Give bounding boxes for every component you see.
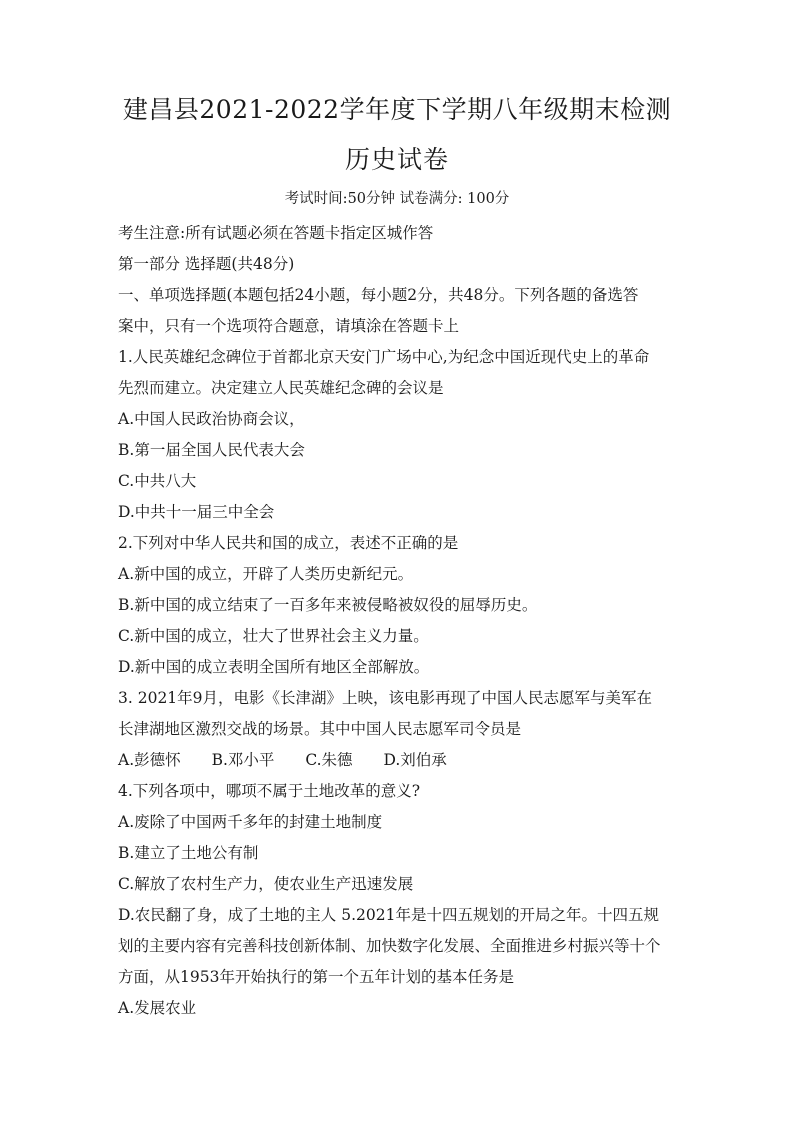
q4-stem: 4.下列各项中，哪项不属于土地改革的意义?	[118, 782, 421, 800]
q3-option-a: A.彭德怀	[118, 751, 181, 769]
q4-option-d: D.农民翻了身，成了土地的主人 5.2021年是十四五规划的开局之年。十四五规	[118, 906, 659, 924]
q2-option-c: C.新中国的成立，壮大了世界社会主义力量。	[118, 627, 429, 645]
exam-meta: 考试时间:50分钟 试卷满分: 100分	[284, 191, 510, 207]
q4-option-a: A.废除了中国两千多年的封建土地制度	[118, 813, 383, 831]
exam-title: 建昌县2021-2022学年度下学期八年级期末检测	[122, 95, 672, 124]
q2-stem: 2.下列对中华人民共和国的成立，表述不正确的是	[118, 534, 459, 552]
q5-stem-line-2: 方面，从1953年开始执行的第一个五年计划的基本任务是	[118, 968, 514, 986]
q4-option-b: B.建立了土地公有制	[118, 844, 259, 862]
q5-stem-line-1: 划的主要内容有完善科技创新体制、加快数字化发展、全面推进乡村振兴等十个	[118, 937, 661, 955]
q3-options	[118, 745, 678, 776]
q1-option-b: B.第一届全国人民代表大会	[118, 441, 305, 459]
q4-option-c: C.解放了农村生产力，使农业生产迅速发展	[118, 875, 414, 893]
q1-stem-line-1: 1.人民英雄纪念碑位于首都北京天安门广场中心,为纪念中国近现代史上的革命	[118, 348, 650, 366]
q1-option-d: D.中共十一届三中全会	[118, 503, 275, 521]
q2-option-d: D.新中国的成立表明全国所有地区全部解放。	[118, 658, 430, 676]
q1-stem-line-2: 先烈而建立。决定建立人民英雄纪念碑的会议是	[118, 379, 444, 397]
q3-option-c: C.朱德	[305, 751, 353, 769]
q3-option-b: B.邓小平	[211, 751, 275, 769]
q1-option-a: A.中国人民政治协商会议，	[118, 410, 305, 428]
q1-option-c: C.中共八大	[118, 472, 197, 490]
exam-body	[118, 218, 678, 1024]
exam-subtitle: 历史试卷	[344, 145, 449, 174]
q2-option-b: B.新中国的成立结束了一百多年来被侵略被奴役的屈辱历史。	[118, 596, 538, 614]
q5-option-a: A.发展农业	[118, 999, 197, 1017]
part-heading: 第一部分 选择题(共48分)	[118, 255, 295, 273]
section-instructions-line-1: 一、单项选择题(本题包括24小题，每小题2分，共48分。下列各题的备选答	[118, 286, 639, 304]
notice: 考生注意:所有试题必须在答题卡指定区城作答	[118, 224, 434, 242]
q3-stem-line-1: 3. 2021年9月，电影《长津湖》上映，该电影再现了中国人民志愿军与美军在	[118, 689, 653, 707]
q3-option-d: D.刘伯承	[383, 751, 447, 769]
q3-stem-line-2: 长津湖地区激烈交战的场景。其中中国人民志愿军司令员是	[118, 720, 522, 738]
section-instructions-line-2: 案中，只有一个选项符合题意，请填涂在答题卡上	[118, 317, 460, 335]
q2-option-a: A.新中国的成立，开辟了人类历史新纪元。	[118, 565, 414, 583]
